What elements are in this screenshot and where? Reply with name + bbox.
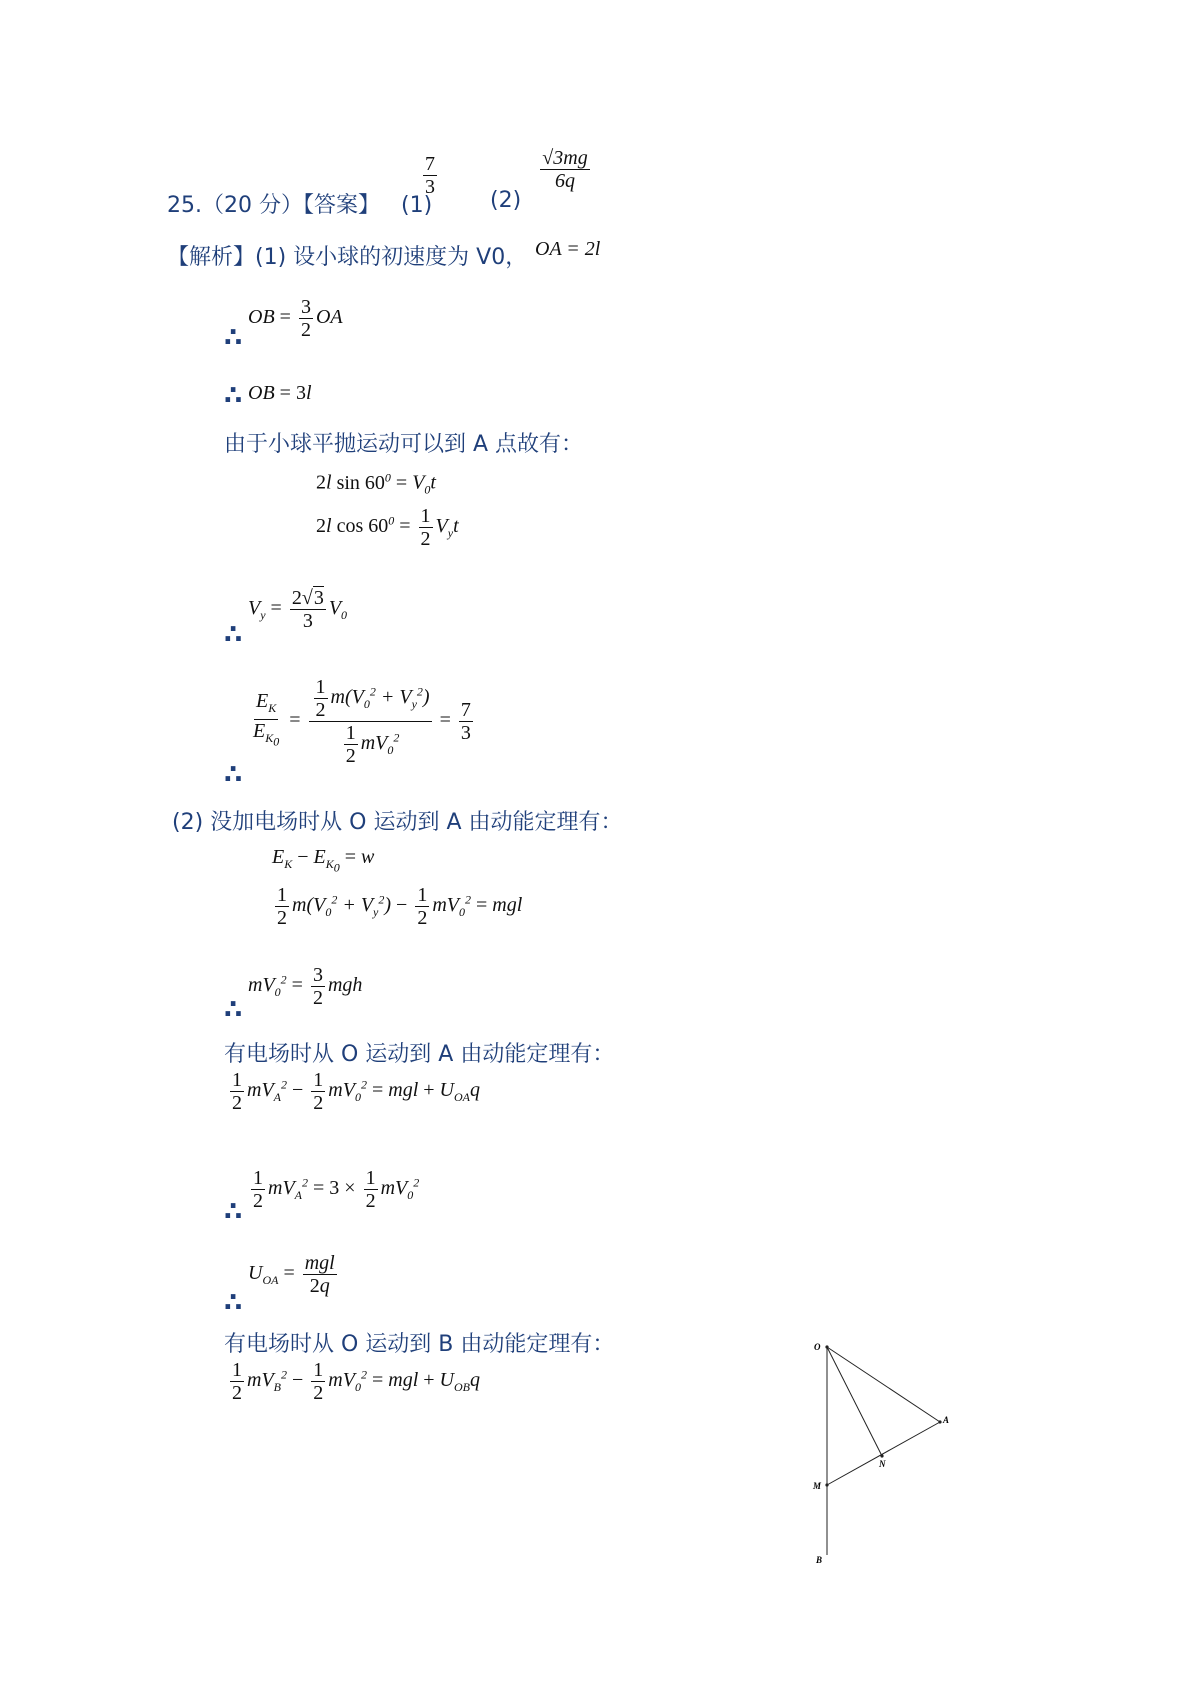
eq-field-ob: $\frac{1}{2}$ $mV_B^2$ − $\frac{1}{2}$ $mV_0^2$ = mgl + $U_{OB}q$ — [232, 1359, 480, 1404]
part2-label: (2) — [490, 188, 522, 213]
label-n: N — [879, 1459, 886, 1469]
label-m: M — [813, 1481, 822, 1491]
label-o: O — [814, 1342, 821, 1352]
therefore-symbol: ∴ — [224, 620, 243, 650]
eq-energy-no-field: $\frac{1}{2}$ $m(V_0^2 + V_y^2)$ − $\frac{1}{2}$ $mV_0^2$ = mgl — [277, 884, 523, 929]
answer2-numerator: 3mg — [553, 147, 588, 169]
field-ob-text: 有电场时从 O 运动到 B 由动能定理有： — [224, 1332, 615, 1357]
eq-uoa: $U_{OA}$ = $\frac{\text{mgl}}{2q}$ — [248, 1252, 335, 1297]
therefore-symbol: ∴ — [224, 1197, 243, 1227]
answer1-numerator: 7 — [425, 153, 435, 175]
question-number: 25.（20 分）【答案】 — [167, 193, 380, 218]
field-oa-text: 有电场时从 O 运动到 A 由动能定理有： — [224, 1042, 615, 1067]
eq-energy-ratio: $\frac{E_K}{E_{K_0}}$ = $\frac{1}{2}$ $m(V_0^2 + V_y^2)$ $\frac{1}{2}$ $mV_0^2$ = $\frac{7}{3}$ — [253, 676, 471, 767]
line-on — [827, 1347, 882, 1456]
label-a: A — [943, 1415, 950, 1425]
part1-label: (1) — [400, 193, 433, 218]
question-heading — [167, 188, 432, 219]
eq-field-oa: $\frac{1}{2}$ $mV_A^2$ − $\frac{1}{2}$ $mV_0^2$ = mgl + $U_{OA}q$ — [232, 1069, 480, 1114]
therefore-symbol: ∴ — [224, 1288, 243, 1318]
answer2-fraction: $\frac{√3mg}{6q}$ — [542, 147, 588, 192]
line-ma — [827, 1422, 940, 1485]
eq-ka-relation: $\frac{1}{2}$ $mV_A^2 = 3$ × $\frac{1}{2}$ $mV_0^2$ — [253, 1167, 420, 1212]
label-b: B — [816, 1555, 823, 1565]
geometry-figure — [800, 1330, 970, 1570]
analysis-intro: 【解析】(1) 设小球的初速度为 V0， — [167, 245, 528, 270]
answer2-denominator: 6q — [555, 170, 575, 192]
line-oa — [827, 1347, 940, 1422]
therefore-symbol: ∴ — [224, 760, 243, 790]
eq-vy: $V_y$ = $\frac{2√3}{3}$ $V_0$ — [248, 587, 348, 632]
projectile-text: 由于小球平抛运动可以到 A 点故有： — [224, 432, 584, 457]
therefore-symbol: ∴ — [224, 323, 243, 353]
answer1-fraction — [420, 153, 440, 198]
eq-oa: OA = 2l — [535, 238, 601, 260]
eq-vertical: 2l $\cos 60^0$ = $\frac{1}{2}$ $V_yt$ — [316, 505, 459, 550]
eq-horizontal: 2l $\sin 60^0 = V_0t$ — [316, 470, 436, 497]
answer1-denominator: 3 — [425, 176, 435, 198]
therefore-symbol: ∴ — [224, 381, 243, 411]
eq-ob-ratio: OB = $\frac{3}{2}$ OA — [248, 296, 343, 341]
part2-text: (2) 没加电场时从 O 运动到 A 由动能定理有： — [172, 810, 623, 835]
eq-mv0-squared: $mV_0^2$ = $\frac{3}{2}$ mgh — [248, 964, 363, 1009]
eq-work-energy: $E_K - E_{K_0} = w$ — [272, 846, 375, 875]
eq-ob: OB = 3l — [248, 382, 312, 404]
therefore-symbol: ∴ — [224, 995, 243, 1025]
